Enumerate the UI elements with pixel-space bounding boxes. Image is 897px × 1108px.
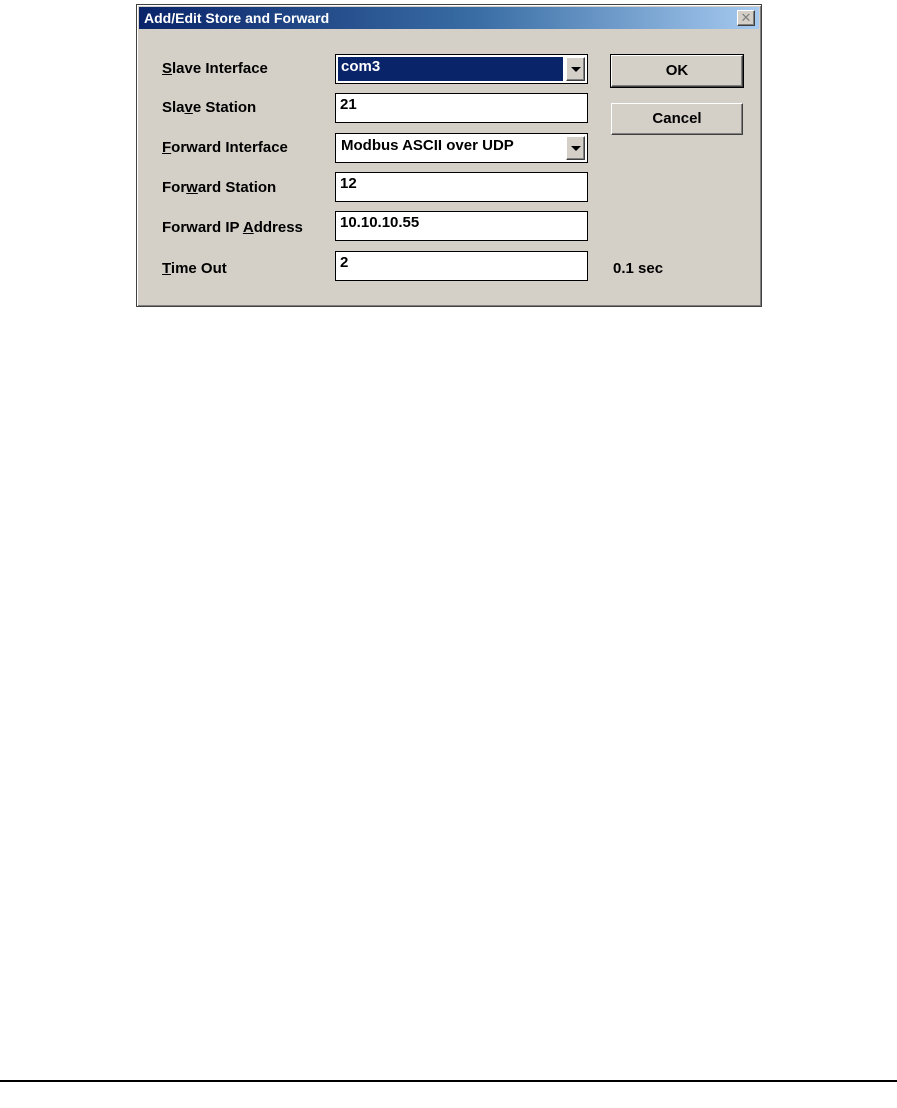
- forward-interface-label: Forward Interface: [162, 139, 288, 156]
- ok-button[interactable]: OK: [611, 55, 743, 87]
- forward-station-label: Forward Station: [162, 179, 277, 196]
- forward-ip-address-input[interactable]: 10.10.10.55: [335, 211, 588, 241]
- forward-ip-address-label: Forward IP Address: [162, 219, 303, 236]
- time-out-input[interactable]: 2: [335, 251, 588, 281]
- time-out-unit: 0.1 sec: [613, 260, 664, 277]
- dropdown-arrow-icon[interactable]: [566, 57, 585, 81]
- slave-interface-select[interactable]: [335, 54, 588, 84]
- slave-interface-value: com3: [338, 57, 563, 81]
- time-out-label: Time Out: [162, 260, 227, 277]
- forward-interface-select[interactable]: [335, 133, 588, 163]
- dropdown-arrow-icon[interactable]: [566, 136, 585, 160]
- title-bar[interactable]: [139, 7, 759, 29]
- forward-station-input[interactable]: 12: [335, 172, 588, 202]
- slave-station-label: Slave Station: [162, 99, 257, 116]
- cancel-button[interactable]: Cancel: [611, 103, 743, 135]
- add-edit-store-forward-dialog: [136, 4, 762, 307]
- page-divider: [0, 1080, 897, 1082]
- slave-station-input[interactable]: 21: [335, 93, 588, 123]
- forward-interface-value: Modbus ASCII over UDP: [341, 137, 514, 154]
- dialog-title: Add/Edit Store and Forward: [144, 10, 330, 26]
- slave-interface-label: Slave Interface: [162, 60, 268, 77]
- close-icon[interactable]: ✕: [737, 10, 755, 26]
